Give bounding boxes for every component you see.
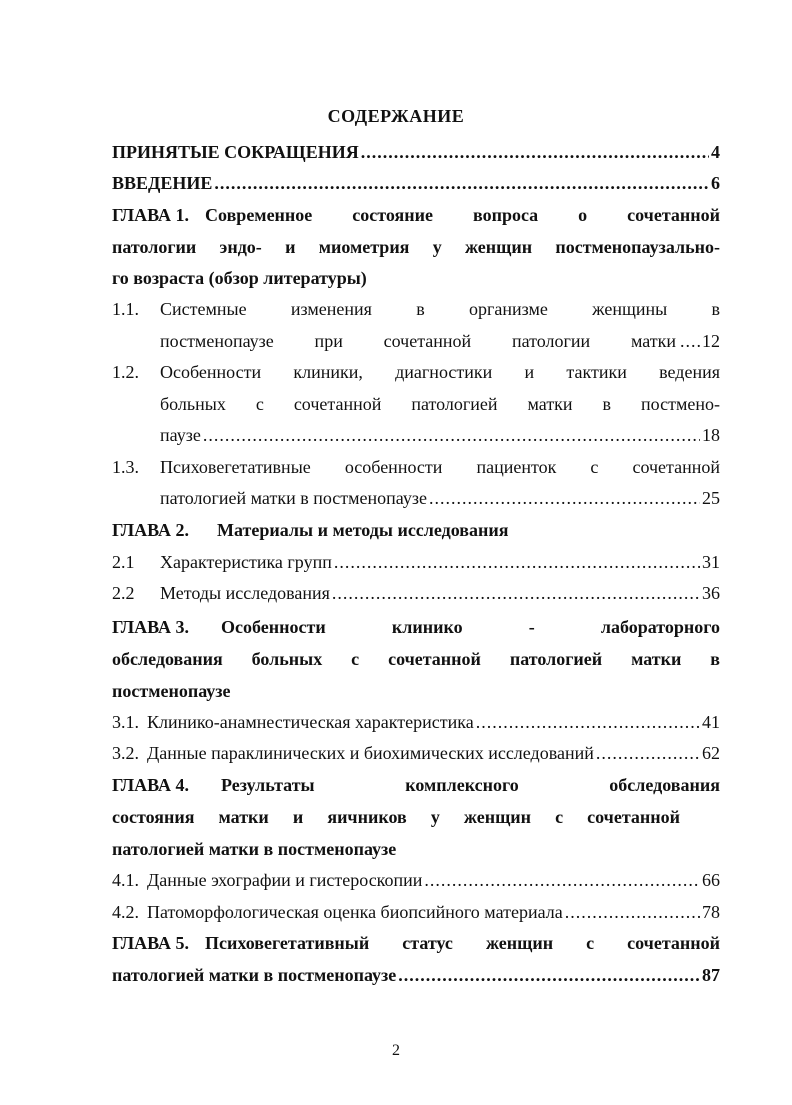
chapter-title-line: го возраста (обзор литературы) [112,268,367,288]
leader-dots [476,710,700,734]
chapter-title-line: постменопаузе [112,681,231,701]
toc-chapter-5-heading[interactable] [112,931,720,955]
section-number: 2.1 [112,552,135,572]
chapter-title-line: Особенности клинико - лабораторного [221,617,720,637]
toc-page-number: 78 [702,902,720,922]
section-title: Методы исследования [160,583,330,603]
chapter-title-line: патологией матки в постменопаузе [112,965,397,985]
chapter-title-line: обследования больных с сочетанной патологией матки в [112,649,720,669]
section-title: Клинико-анамнестическая характеристика [147,712,474,732]
toc-section-1-1-cont[interactable] [160,329,720,353]
toc-chapter-1-heading[interactable] [112,203,720,227]
leader-dots [332,581,700,605]
section-number: 1.3. [112,457,139,477]
leader-dots [214,171,709,195]
toc-entry-label: ВВЕДЕНИЕ [112,173,213,193]
section-title: Данные параклинических и биохимических исследований [147,743,594,763]
toc-section-4-1[interactable] [112,868,720,892]
section-title-line: Системные изменения в организме женщины в [160,299,720,319]
chapter-title-line: Материалы и методы исследования [217,520,509,540]
section-title: Патоморфологическая оценка биопсийного материала [147,902,563,922]
toc-page-number: 31 [702,552,720,572]
section-title-line: патологией матки в постменопаузе [160,488,427,508]
chapter-label: ГЛАВА 3. [112,617,190,637]
chapter-title-line: Психовегетативный статус женщин с сочетанной [205,933,720,953]
leader-dots [334,550,700,574]
toc-section-4-2[interactable] [112,900,720,924]
toc-entry-introduction[interactable] [112,171,720,195]
section-title-line: больных с сочетанной патологией матки в постмено- [160,394,720,414]
section-number: 3.1. [112,712,139,732]
chapter-label: ГЛАВА 1. [112,205,190,225]
section-title-line: постменопаузе при сочетанной патологии матки [160,331,676,351]
toc-page-number: 18 [702,425,720,445]
leader-dots [361,140,709,164]
section-number: 4.2. [112,902,139,922]
toc-section-1-2[interactable] [112,360,720,384]
toc-chapter-4-heading[interactable] [112,773,720,797]
toc-chapter-3-heading[interactable] [112,615,720,639]
section-number: 1.1. [112,299,139,319]
section-number: 1.2. [112,362,139,382]
toc-page-number: 36 [702,583,720,603]
chapter-title-line: патологией матки в постменопаузе [112,839,397,859]
toc-section-3-1[interactable] [112,710,720,734]
chapter-title-line: Результаты комплексного обследования [221,775,720,795]
leader-dots [203,423,700,447]
toc-page-number: 4 [711,142,720,162]
toc-section-1-3-cont[interactable] [160,486,720,510]
chapter-label: ГЛАВА 4. [112,775,190,795]
section-title: Характеристика групп [160,552,332,572]
toc-section-2-2[interactable] [112,581,720,605]
toc-page-number: 25 [702,488,720,508]
toc-chapter-2-heading[interactable] [112,518,720,542]
chapter-title-line: патологии эндо- и миометрия у женщин постменопаузально- [112,237,720,257]
toc-chapter-5-cont[interactable] [112,963,720,987]
toc-section-3-2[interactable] [112,741,720,765]
leader-dots [398,963,700,987]
toc-page-number: 12 [702,331,720,351]
toc-page-number: 66 [702,870,720,890]
toc-page-number: 87 [702,965,720,985]
chapter-label: ГЛАВА 5. [112,933,190,953]
leader-dots [596,741,700,765]
section-title-line: паузе [160,425,201,445]
toc-entry-label: ПРИНЯТЫЕ СОКРАЩЕНИЯ [112,142,359,162]
leader-dots [565,900,700,924]
toc-section-1-1[interactable] [112,297,720,321]
toc-section-1-3[interactable] [112,455,720,479]
page-number: 2 [392,1042,400,1059]
chapter-title-line: состояния матки и яичников у женщин с сочетанной [112,807,680,827]
toc-section-1-2-cont[interactable] [160,423,720,447]
toc-section-2-1[interactable] [112,550,720,574]
section-title-line: Особенности клиники, диагностики и тактики ведения [160,362,720,382]
section-title-line: Психовегетативные особенности пациенток с сочетанной [160,457,720,477]
toc-page-number: 41 [702,712,720,732]
leader-dots [424,868,700,892]
chapter-label: ГЛАВА 2. [112,520,190,540]
toc-page-number: 6 [711,173,720,193]
page-title: СОДЕРЖАНИЕ [327,106,465,126]
leader-dots [429,486,700,510]
toc-page-number: 62 [702,743,720,763]
toc-entry-abbreviations[interactable] [112,140,720,164]
leader-dots: .... [680,331,702,351]
section-title: Данные эхографии и гистероскопии [147,870,423,890]
section-number: 3.2. [112,743,139,763]
section-number: 2.2 [112,583,135,603]
chapter-title-line: Современное состояние вопроса о сочетанной [205,205,720,225]
section-number: 4.1. [112,870,139,890]
